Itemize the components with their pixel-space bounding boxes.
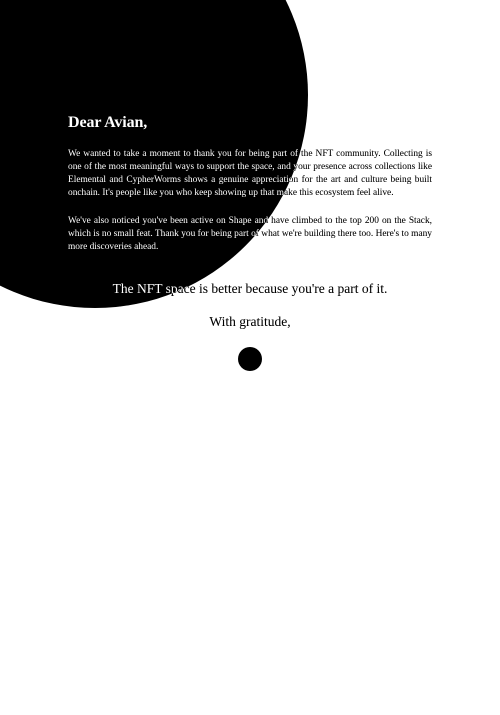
closing-line: The NFT space is better because you're a part of it. xyxy=(112,281,388,296)
body-paragraph-1: We wanted to take a moment to thank you for being part of the NFT community. Collecting is one of the most meaningful ways to support the space, and your presence across collections like Elemental and CypherWorms shows a genuine appreciation for the art and culture being built onchain. It's people like you who keep showing up that make this ecosystem feel alive. xyxy=(68,149,432,198)
greeting: Dear Avian, xyxy=(68,114,148,131)
body-paragraph-2: We've also noticed you've been active on Shape and have climbed to the top 200 on the Stack, which is no small feat. Thank you for being part of what we're building there too. Here's to many more discoveries ahead. xyxy=(68,216,432,252)
signoff: With gratitude, xyxy=(209,314,291,329)
